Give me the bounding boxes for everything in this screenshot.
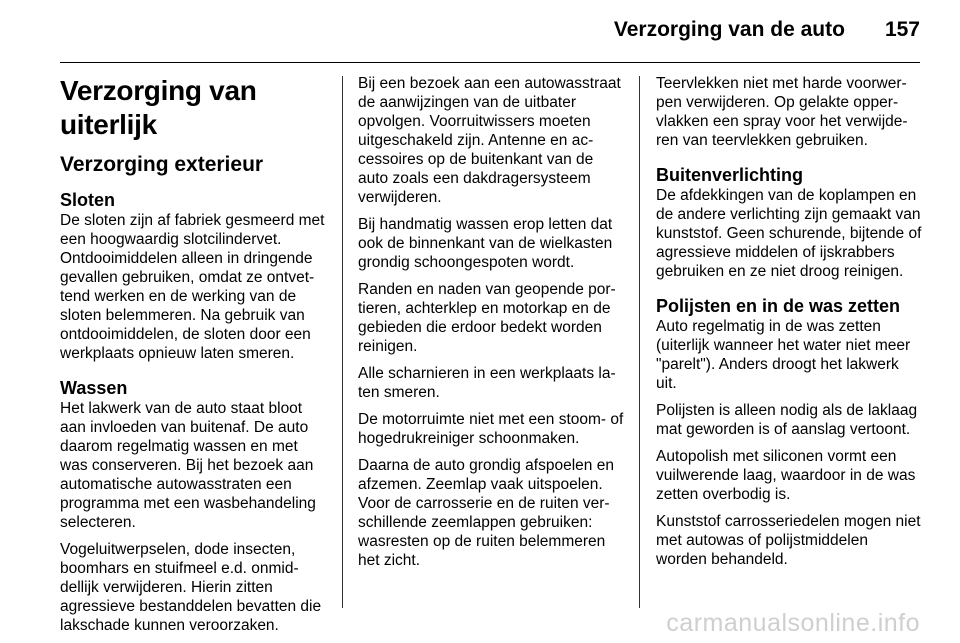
paragraph-randen-naden: Randen en naden van geopende portieren, achterklep en motorkap en de gebieden die erdoor bedekt worden reinigen. <box>358 281 616 355</box>
paragraph-polijsten-2: Polijsten is alleen nodig als de laklaag mat geworden is of aanslag vertoont. <box>656 402 918 438</box>
spacer <box>656 289 922 296</box>
paragraph-afspoelen: Daarna de auto grondig afspoelen en afzemen. Zeemlap vaak uitspoelen. Voor de carrosserie en de ruiten verschillende zeemlappen gebruiken: wasresten op de ruiten belemmeren het zicht. <box>358 457 614 569</box>
heading-polijsten: Polijsten en in de was zetten <box>656 296 901 316</box>
paragraph-wassen-2: Vogeluitwerpselen, dode insecten, boomhars en stuifmeel e.d. onmiddellijk verwijderen. Hierin zitten agressieve bestanddelen bevatten die lakschade kunnen veroorzaken. <box>60 541 322 634</box>
watermark: carmanualsonline.info <box>666 609 920 637</box>
spacer <box>60 371 326 378</box>
header-rule <box>60 62 920 63</box>
paragraph-wassen-1: Het lakwerk van de auto staat bloot aan invloeden van buitenaf. De auto daarom regelmatig wassen en met was conserveren. Bij het bezoek aan automatische autowasstraten een programma met een wasbehandeling selecteren. <box>60 400 316 531</box>
column-1 <box>60 74 326 643</box>
spacer <box>656 158 922 165</box>
page-number: 157 <box>884 18 920 41</box>
paragraph-teervlekken: Teervlekken niet met harde voorwerpen verwijderen. Op gelakte oppervlakken een spray voor het verwijderen van teervlekken gebruiken. <box>656 75 908 149</box>
paragraph-sloten: De sloten zijn af fabriek gesmeerd met een hoogwaardig slotcilindervet. Ontdooimiddelen alleen in dringende gevallen gebruiken, omdat ze ontvettend werken en de werking van de sloten belemmeren. Na gebruik van ontdooimiddelen, de sloten door een werkplaats opnieuw laten smeren. <box>60 212 325 362</box>
column-2 <box>358 74 624 578</box>
paragraph-polijsten-3: Autopolish met siliconen vormt een vuilwerende laag, waardoor in de was zetten overbodig is. <box>656 448 916 503</box>
heading-buitenverlichting: Buitenverlichting <box>656 165 804 185</box>
column-divider-2 <box>639 76 640 608</box>
paragraph-polijsten-4: Kunststof carrosseriedelen mogen niet met autowas of polijstmiddelen worden behandeld. <box>656 513 921 568</box>
paragraph-scharnieren: Alle scharnieren in een werkplaats laten smeren. <box>358 365 616 401</box>
running-title: Verzorging van de auto <box>613 18 845 41</box>
column-3 <box>656 74 922 577</box>
paragraph-motorruimte: De motorruimte niet met een stoom- of hogedrukreiniger schoonmaken. <box>358 411 624 447</box>
paragraph-polijsten-1: Auto regelmatig in de was zetten (uiterlijk wanneer het water niet meer "parelt"). Anders droogt het lakwerk uit. <box>656 318 911 392</box>
page-title: Verzorging van uiterlijk <box>60 75 257 140</box>
running-header <box>614 18 920 42</box>
paragraph-autowasstraat: Bij een bezoek aan een autowasstraat de aanwijzingen van de uitbater opvolgen. Voorruitwissers moeten uitgeschakeld zijn. Antenne en accessoires op de buitenkant van de auto zoals een dakdragersysteem verwijderen. <box>358 75 621 206</box>
section-subtitle: Verzorging exterieur <box>60 153 264 176</box>
paragraph-buitenverlichting: De afdekkingen van de koplampen en de andere verlichting zijn gemaakt van kunststof. Geen schurende, bijtende of agressieve middelen of ijskrabbers gebruiken en ze niet droog reinigen. <box>656 187 922 280</box>
heading-sloten: Sloten <box>60 190 116 210</box>
paragraph-handmatig-wassen: Bij handmatig wassen erop letten dat ook de binnenkant van de wielkasten grondig schoongespoten wordt. <box>358 216 613 271</box>
heading-wassen: Wassen <box>60 378 128 398</box>
column-divider-1 <box>342 76 343 608</box>
